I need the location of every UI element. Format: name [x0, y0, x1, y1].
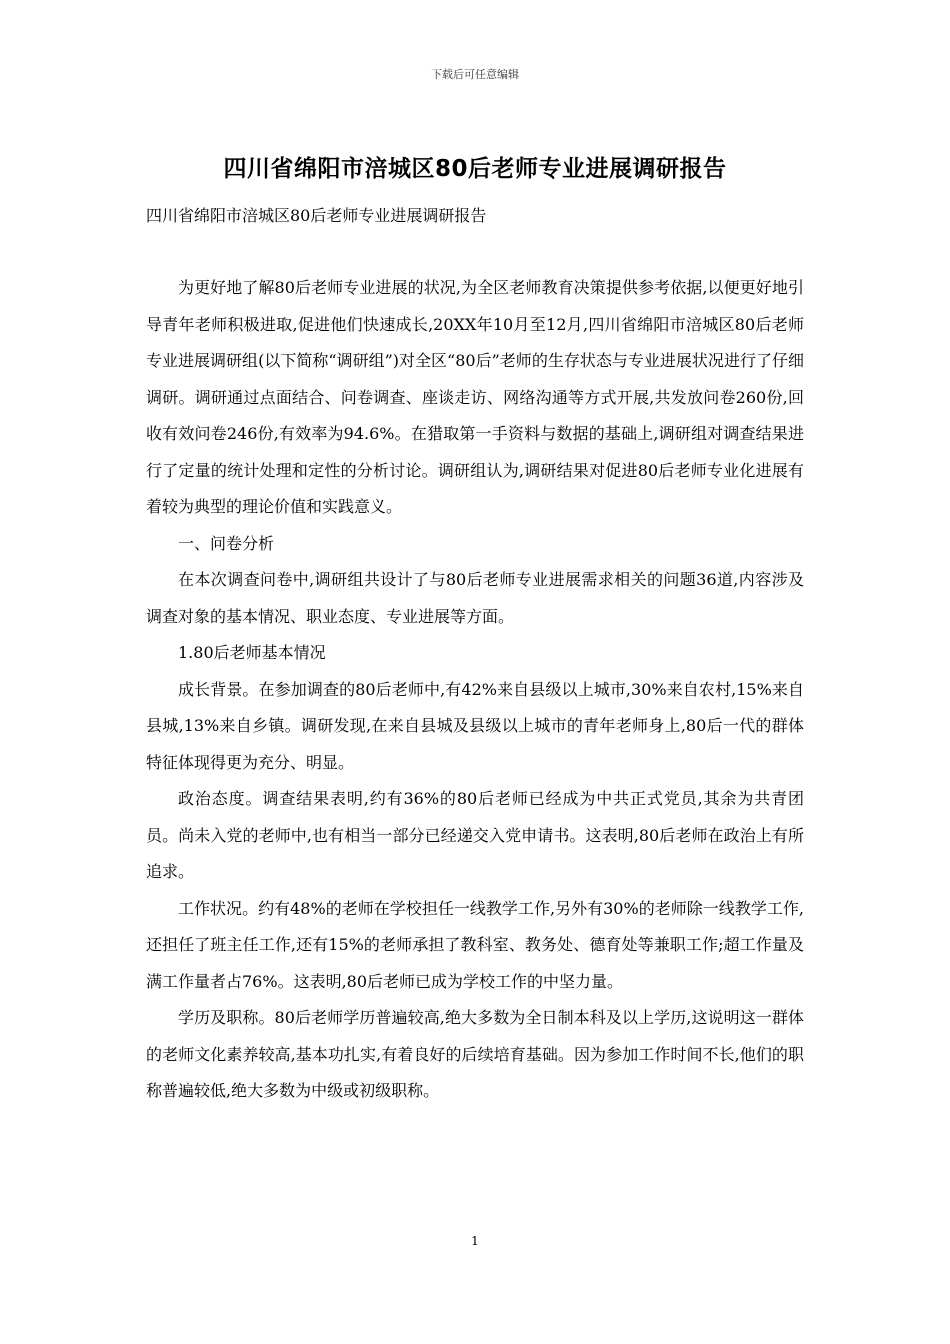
- paragraph-political: 政治态度。调查结果表明,约有36%的80后老师已经成为中共正式党员,其余为共青团员。尚未入党的老师中,也有相当一部分已经递交入党申请书。这表明,80后老师在政治上有所追求。: [146, 789, 804, 881]
- header-note: 下载后可任意编辑: [431, 68, 519, 81]
- paragraph-background: 成长背景。在参加调查的80后老师中,有42%来自县级以上城市,30%来自农村,15%来自县城,13%来自乡镇。调研发现,在来自县城及县级以上城市的青年老师身上,80后一代的群体特征体现得更为充分、明显。: [146, 679, 804, 772]
- subsection-heading-basic-info: 1.80后老师基本情况: [178, 643, 326, 662]
- paragraph-work-status: 工作状况。约有48%的老师在学校担任一线教学工作,另外有30%的老师除一线教学工作,还担任了班主任工作,还有15%的老师承担了教科室、教务处、德育处等兼职工作;超工作量及满工作量者占76%。这表明,80后老师已成为学校工作的中坚力量。: [146, 898, 804, 991]
- paragraph-questionnaire: 在本次调查问卷中,调研组共设计了与80后老师专业进展需求相关的问题36道,内容涉及调查对象的基本情况、职业态度、专业进展等方面。: [146, 570, 804, 626]
- document-title: 四川省绵阳市涪城区80后老师专业进展调研报告: [223, 156, 727, 182]
- paragraph-education: 学历及职称。80后老师学历普遍较高,绝大多数为全日制本科及以上学历,这说明这一群体的老师文化素养较高,基本功扎实,有着良好的后续培育基础。因为参加工作时间不长,他们的职称普遍较低,绝大多数为中级或初级职称。: [146, 1008, 804, 1100]
- document-body: [146, 268, 804, 1110]
- document-subtitle: 四川省绵阳市涪城区80后老师专业进展调研报告: [146, 206, 487, 225]
- paragraph-intro: 为更好地了解80后老师专业进展的状况,为全区老师教育决策提供参考依据,以便更好地引导青年老师积极进取,促进他们快速成长,20XX年10月至12月,四川省绵阳市涪城区80后老师专业进展调研组(以下简称“调研组”)对全区“80后”老师的生存状态与专业进展状况进行了仔细调研。调研通过点面结合、问卷调查、座谈走访、网络沟通等方式开展,共发放问卷260份,回收有效问卷246份,有效率为94.6%。在猎取第一手资料与数据的基础上,调研组对调查结果进行了定量的统计处理和定性的分析讨论。调研组认为,调研结果对促进80后老师专业化进展有着较为典型的理论价值和实践意义。: [146, 278, 804, 516]
- section-heading-questionnaire: 一、问卷分析: [178, 533, 275, 553]
- page-number: 1: [471, 1234, 479, 1248]
